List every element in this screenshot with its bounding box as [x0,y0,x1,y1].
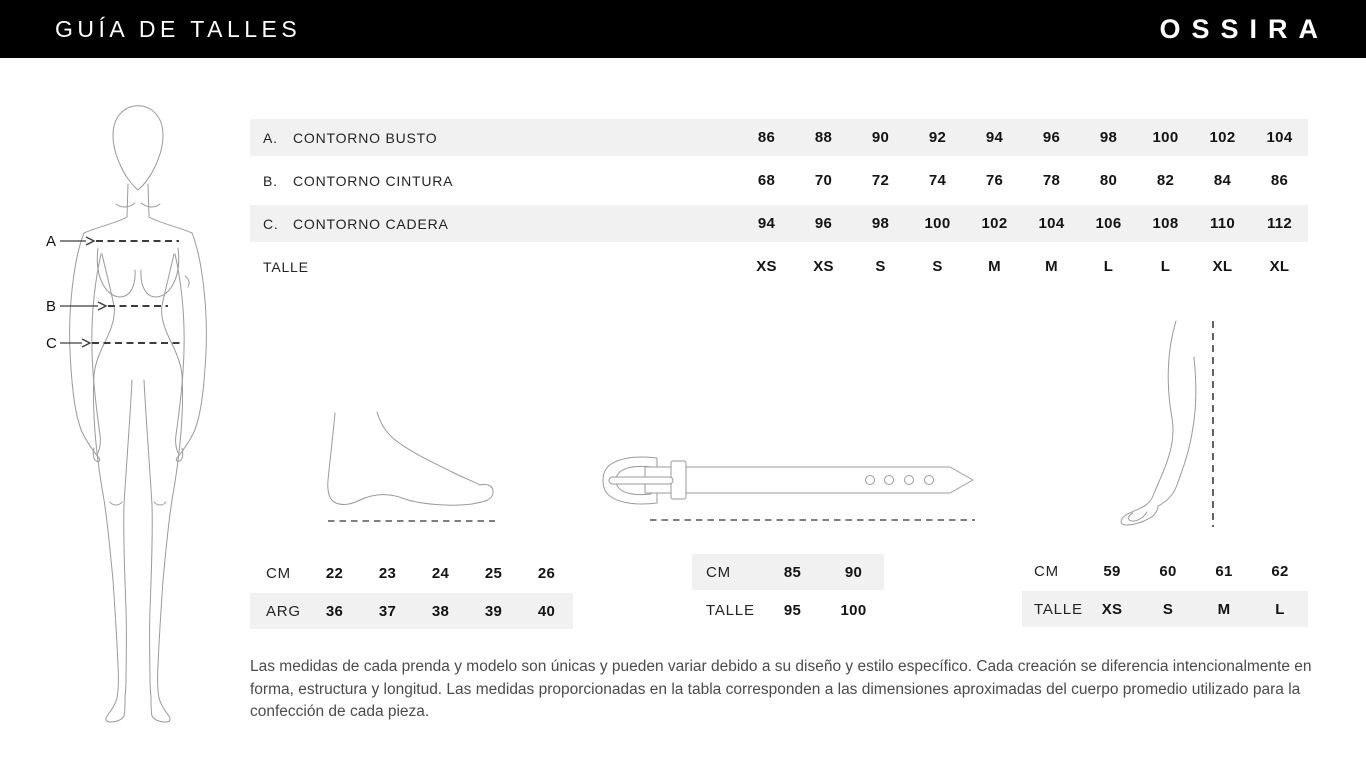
cell-value: M [1217,600,1231,618]
row-label [1022,563,1084,580]
cell-value: 96 [814,215,833,232]
cell-value: 85 [783,563,802,581]
row-label-text: CM [1034,562,1059,580]
cell-value: 104 [1266,129,1293,146]
row-label [1022,601,1084,618]
cell-value: 68 [757,172,776,189]
table-row [250,593,573,629]
cell-value: 39 [484,602,503,620]
cell-value: 108 [1152,215,1179,232]
row-label [250,173,738,189]
cell-value: 96 [1042,129,1061,146]
table-row [1022,591,1308,627]
row-label [250,216,738,232]
cell-value: S [1162,600,1174,618]
cell-value: XL [1212,258,1233,275]
cell-value: 86 [1270,172,1289,189]
cell-value: XS [756,258,777,275]
cell-value: 70 [814,172,833,189]
row-label [250,565,308,582]
row-label-text: CM [706,563,731,581]
row-label-text: ARG [266,602,301,620]
cell-value: 88 [814,129,833,146]
cell-value: M [988,258,1001,275]
row-label-text: TALLE [1034,600,1083,618]
cell-value: 102 [1209,129,1236,146]
cell-value: 26 [537,564,556,582]
row-label-text: CONTORNO CINTURA [293,172,454,189]
cell-value: 60 [1159,562,1177,580]
cell-value: L [1103,258,1114,275]
cell-value: L [1160,258,1171,275]
cell-value: 95 [783,601,802,619]
cell-value: 25 [484,564,503,582]
cell-value: 94 [985,129,1004,146]
table-row [692,554,884,590]
cell-value: 86 [757,129,776,146]
arm-illustration [1090,315,1240,535]
cell-value: 100 [924,215,951,232]
cell-value: 78 [1042,172,1061,189]
belt-illustration [595,450,980,530]
cell-value: 62 [1271,562,1289,580]
foot-illustration [310,400,510,530]
header-bar [0,0,1366,58]
cell-value: 59 [1103,562,1121,580]
cell-value: S [932,258,943,275]
body-silhouette-illustration [20,80,240,768]
cell-value: XL [1269,258,1290,275]
row-label [250,603,308,620]
cell-value: 92 [928,129,947,146]
measure-label-c: C [46,335,57,352]
table-row [250,119,1308,156]
cell-value: XS [1101,600,1123,618]
cell-value: 94 [757,215,776,232]
cell-value: 37 [378,602,397,620]
row-label [250,259,738,275]
table-row [250,162,1308,199]
cell-value: 90 [844,563,863,581]
row-label [250,130,738,146]
row-label-text: CONTORNO BUSTO [293,129,438,146]
footnote-text: Las medidas de cada prenda y modelo son únicas y pueden variar debido a su diseño y estilo específico. Cada creación se diferencia intencionalmente en forma, estructura y longitud. Las medidas proporcionadas en la tabla corresponden a las dimensiones aproximadas del cuerpo promedio utilizado para la confección de cada pieza. [250,658,1312,720]
row-label-text: CM [266,564,291,582]
cell-value: 102 [981,215,1008,232]
table-row [692,592,884,628]
cell-value: 23 [378,564,397,582]
cell-value: 82 [1156,172,1175,189]
cell-value: 72 [871,172,890,189]
row-prefix: C. [263,215,279,232]
cell-value: XS [813,258,834,275]
cell-value: S [875,258,886,275]
cell-value: 38 [431,602,450,620]
cell-value: M [1045,258,1058,275]
sleeve-size-table [1022,553,1308,629]
measure-label-b: B [46,298,57,315]
cell-value: 104 [1038,215,1065,232]
cell-value: 24 [431,564,450,582]
cell-value: 100 [840,601,867,619]
cell-value: 110 [1209,215,1236,232]
table-row [250,555,573,591]
table-row [250,205,1308,242]
row-prefix: B. [263,172,278,189]
table-row [1022,553,1308,589]
measure-label-a: A [46,233,57,250]
cell-value: 98 [871,215,890,232]
cell-value: 40 [537,602,556,620]
row-label [692,602,762,619]
row-prefix: A. [263,129,278,146]
cell-value: 76 [985,172,1004,189]
belt-size-table [692,554,884,630]
row-label-text: TALLE [706,601,755,619]
cell-value: 80 [1099,172,1118,189]
cell-value: 90 [871,129,890,146]
cell-value: 22 [325,564,344,582]
cell-value: 98 [1099,129,1118,146]
cell-value: 36 [325,602,344,620]
brand-logo: OSSIRA [1159,13,1329,44]
cell-value: 84 [1213,172,1232,189]
cell-value: 106 [1095,215,1122,232]
cell-value: 112 [1266,215,1293,232]
page-title: GUÍA DE TALLES [55,15,302,42]
row-label-text: CONTORNO CADERA [293,215,449,232]
shoe-size-table [250,555,573,631]
cell-value: 100 [1152,129,1179,146]
row-label-text: TALLE [263,258,309,275]
cell-value: 74 [928,172,947,189]
body-measurements-table [250,119,1308,291]
cell-value: L [1275,600,1285,618]
row-label [692,564,762,581]
cell-value: 61 [1215,562,1233,580]
table-row [250,248,1308,285]
